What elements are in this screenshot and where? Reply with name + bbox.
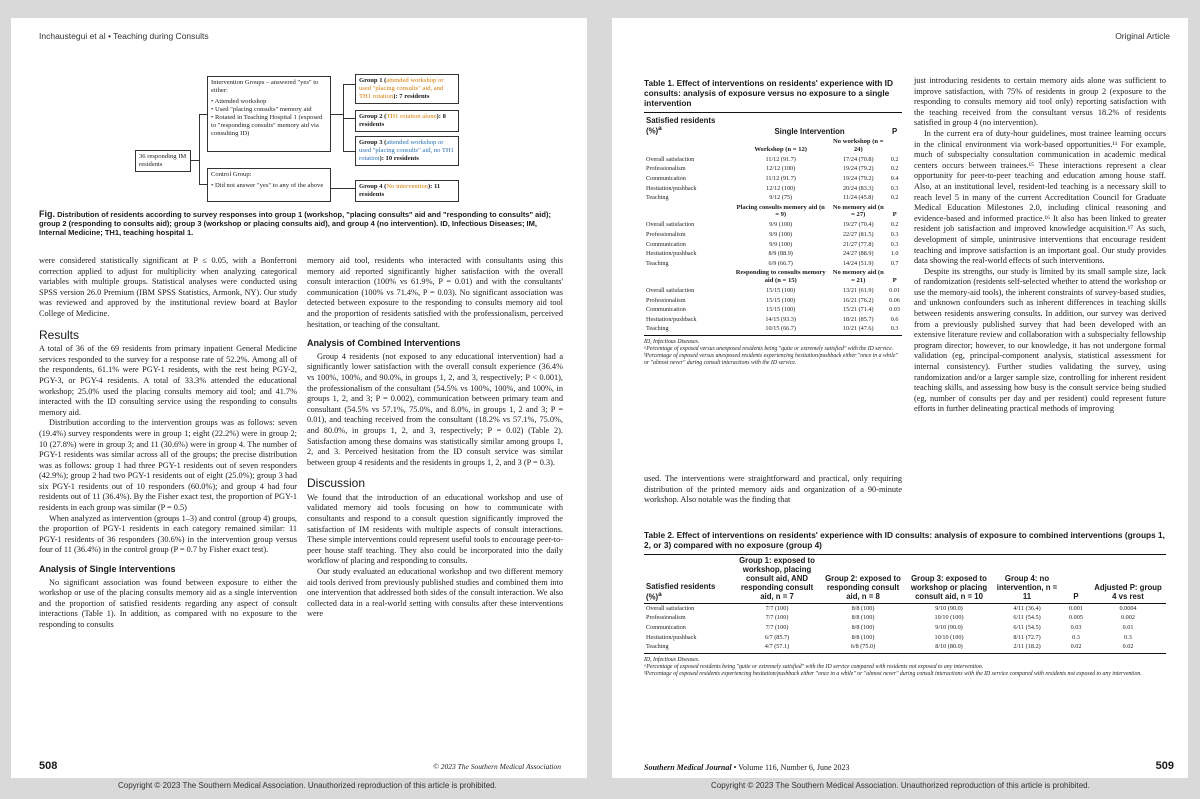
table-cell: 16/21 (76.2) [842, 296, 874, 304]
table-cell: 15/15 (100) [766, 286, 796, 294]
table-2-note-a: ᵃPercentage of exposed residents being "quite or extremely satisfied" with the ID service compared with residents not exposed to any intervention. [644, 663, 984, 670]
left-column-1 [39, 256, 297, 631]
start-box [135, 150, 191, 172]
figure-caption-text: Distribution of residents according to survey responses into group 1 (workshop, "placing consults" aid and "responding to consults" aid); group 2 (responding to consults aid); group 3 (workshop or placing consults aid), and group 4 (no intervention). ID, Infectious Diseases; IM, Internal Medicine; TH1, teaching hospital 1. [39, 210, 551, 237]
row-label: Overall satisfaction [646, 155, 695, 163]
table-cell: 9/9 (100) [769, 221, 793, 229]
table-2-title: Table 2. Effect of interventions on residents' experience with ID consults: analysis of exposure to combined interventions (groups 1, 2, or 3) compared with no exposure (group 4) [644, 530, 1165, 550]
row-label: Hesitation/pushback [646, 633, 697, 641]
table-cell: 19/27 (70.4) [842, 221, 874, 229]
table-cell: 14/24 (51.9) [842, 259, 874, 267]
table-1-group-head: Single Intervention [774, 126, 845, 136]
page-number-right: 509 [1155, 760, 1174, 772]
table-cell: 10/10 (100) [934, 614, 964, 622]
row-label: Communication [646, 240, 686, 248]
table-row [644, 154, 902, 164]
group2-box: Group 2 (TH1 rotation alone): 8 residents [355, 110, 459, 132]
table-1-subhead: No workshop (n = 24) [833, 138, 884, 153]
table-cell: 6/11 (54.5) [1013, 624, 1041, 632]
table-row [644, 295, 902, 305]
right-page [612, 18, 1188, 778]
table-2-note-abbr: ID, Infectious Diseases. [644, 656, 700, 663]
flowchart [11, 18, 587, 218]
table-cell: 12/12 (100) [766, 165, 796, 173]
table-cell: 8/8 (100) [851, 614, 875, 622]
table-cell: 15/15 (100) [766, 296, 796, 304]
connector [331, 114, 343, 115]
table-row [644, 183, 902, 193]
table-cell: 0.3 [1072, 633, 1080, 641]
running-head-right: Original Article [1115, 31, 1170, 41]
table-cell: 15/15 (100) [766, 306, 796, 314]
table-cell: 0.002 [1121, 614, 1135, 622]
table-cell: 0.3 [890, 230, 899, 238]
table-1-subhead-p: P [892, 211, 897, 219]
connector [199, 114, 207, 115]
row-label: Teaching [646, 194, 669, 202]
table-1-subhead: Workshop (n = 12) [754, 145, 808, 153]
table-2-note-b: ᵇPercentage of exposed residents experiencing hesitation/pushback either "once in a while" or "almost never" during consult interactions with the ID service compared with residents not exposed to any intervention. [644, 670, 1142, 677]
table-2-header: Adjusted P: group 4 vs rest [1094, 583, 1162, 602]
table-row [644, 642, 1166, 652]
table-cell: 8/8 (100) [851, 604, 875, 612]
row-label: Professionalism [646, 614, 686, 622]
paragraph: A total of 36 of the 69 residents from primary inpatient General Medicine services responded to the survey for a response rate of 52.2%. Among all of the respondents, 61.1% were PGY-1 residents, with the rest being PGY-2, PGY-3, or PGY-4 residents. A total of 33.3% attended the educational workshop; 25.0% used the placing consults memory aid tool; and 41.7% interacted with the ID consulting service using the responding to consults memory aid. [39, 344, 297, 417]
table-cell: 0.2 [890, 155, 899, 163]
row-label: Overall satisfaction [646, 286, 695, 294]
table-cell: 6/11 (54.5) [1013, 614, 1041, 622]
table-cell: 8/8 (100) [851, 624, 875, 632]
table-cell: 19/24 (79.2) [842, 165, 874, 173]
connector [331, 188, 355, 189]
table-cell: 8/9 (88.9) [768, 250, 793, 258]
table-cell: 21/27 (77.8) [842, 240, 874, 248]
connector [343, 118, 355, 119]
paragraph: were considered statistically significant at P ≤ 0.05, with a Bonferroni correction applied to adjust for multiplicity when analyzing categorical variables with multiple groups. Statistical analyses were conducted using SPSS version 26.0 Premium (IBM SPSS Statistics, Armonk, NY). Our study was reviewed and approved by the institutional review board at Baylor College of Medicine. [39, 256, 297, 318]
table-cell: 19/24 (79.2) [842, 174, 874, 182]
table-1 [644, 78, 902, 367]
table-cell: 11/12 (91.7) [765, 174, 796, 182]
row-label: Professionalism [646, 230, 686, 238]
start-box-text: 36 responding IM residents [139, 153, 187, 168]
paragraph: just introducing residents to certain memory aids alone was sufficient to improve satisfaction, with 75% of residents in group 2 (exposure to the responding to consults memory aid tool only) reporting satisfaction with the teaching received from the consultant versus 18.2% of residents satisfied in group 4 (no intervention). [914, 76, 1166, 128]
table-cell: 17/24 (70.8) [842, 155, 874, 163]
table-cell: 11/24 (45.8) [843, 194, 874, 202]
table-1-subhead: No memory aid (n = 27) [832, 203, 884, 219]
table-cell: 0.3 [1124, 633, 1132, 641]
row-label: Hesitation/pushback [646, 250, 697, 258]
row-label: Teaching [646, 325, 669, 333]
table-cell: 0.3 [890, 240, 899, 248]
table-cell: 0.3 [890, 325, 899, 333]
table-cell: 10/15 (66.7) [765, 325, 796, 333]
table-1-subhead-p [887, 137, 902, 155]
connector [191, 160, 199, 161]
paragraph: used. The interventions were straightforward and practical, only requiring distribution of the printed memory aids and organization of a 90-minute workshop. Also notable was the finding that [644, 474, 902, 505]
row-label: Communication [646, 174, 686, 182]
table-cell: 8/10 (80.0) [935, 643, 963, 651]
table-cell: 9/12 (75) [769, 194, 793, 202]
table-2-rowhead: Satisfied residents (%) [646, 581, 716, 602]
table-1-subheader-row [644, 268, 902, 286]
table-cell: 1.0 [890, 250, 899, 258]
footer-journal: Southern Medical Journal [644, 763, 732, 772]
table-cell: 0.0004 [1119, 604, 1137, 612]
table-row [644, 258, 902, 268]
left-page [11, 18, 587, 778]
table-1-subhead: Placing consults memory aid (n = 9) [736, 203, 825, 219]
table-cell: 4/11 (36.4) [1013, 604, 1041, 612]
table-cell: 8/8 (100) [851, 633, 875, 641]
row-label: Overall satisfaction [646, 221, 695, 229]
row-label: Professionalism [646, 296, 686, 304]
paragraph: Our study evaluated an educational workshop and two different memory aid tools derived from previously published studies and combined them into one intervention that addressed both sides of the consult interaction. We also collected data in a real-world setting with consults after these interventions were [307, 567, 563, 619]
footer-issue: • Volume 116, Number 6, June 2023 [733, 763, 850, 772]
table-cell: 0.001 [1069, 604, 1083, 612]
table-cell: 0.03 [889, 306, 900, 314]
control-box [207, 168, 331, 202]
table-cell: 0.06 [889, 296, 900, 304]
control-title: Control Group: [211, 171, 252, 178]
table-row [644, 164, 902, 174]
table-cell: 4/7 (57.1) [764, 643, 790, 651]
row-label: Professionalism [646, 165, 686, 173]
table-1-grid: Satisfied residents (%)$^a$ Single Intervention P Workshop (n = 12) No workshop (n = 24) Overall satisfaction 11/12 (91.7) 17/24 (70.8) 0.2 Professionalism 12/12 (100) 19/24 (79.2) 0.2 Communication 11/12 (91.7) 19/24 (79.2) 0.4 Hesitation/pushback 12/12 (100) 20/24 (83.3) 0.3 Teaching 9/12 (75) 11/24 (45.8) 0.2 Placing consults memory aid (n = 9) No memory aid (n = 27) P Overall satisfaction 9/9 (100) 19/27 (70.4) 0.2 Professionalism 9/9 (100) 22/27 (81.5) 0.3 Communication 9/9 (100) 21/27 (77.8) 0.3 Hesitation/pushback 8/9 (88.9) 24/27 (88.9) 1.0 Teaching 6/9 (66.7) 14/24 (51.9) 0.7 Responding to consults memory aid (n = 15) No memory aid (n = 21) P Overall satisfaction 15/15 (100) 13/21 (61.9) 0.01 Professionalism 15/15 (100) 16/21 (76.2) 0.06 Communication 15/15 (100) 15/21 (71.4) 0.03 Hesitation/pushback 14/15 (93.3) 18/21 (85.7) 0.6 Teaching 10/15 (66.7) 10/21 (47.6) 0.3 [644, 112, 902, 334]
footer-right [644, 763, 850, 772]
figure-label: Fig. [39, 209, 55, 219]
running-head-left: Inchaustegui et al • Teaching during Consults [39, 31, 209, 41]
table-cell: 2/11 (18.2) [1013, 643, 1041, 651]
right-column-1-bottom [644, 474, 902, 506]
control-item: • Did not answer "yes" to any of the above [211, 182, 324, 189]
group4-box: Group 4 (No intervention): 11 residents [355, 180, 459, 202]
paragraph: Distribution according to the intervention groups was as follows: seven (19.4%) survey respondents were in group 1; eight (22.2%) were in group 2; 10 (27.8%) were in group 3; and 11 (30.6%) were in group 4. The number of PGY-1 residents was similar across all of the groups; the precise distribution was as follows: group 1 had three PGY-1 residents out of seven responders (42.9%); group 2 had two PGY-1 residents out of eight (25.0%); group 3 had six PGY-1 residents out of 10 responders (60.0%); and group 4 had four residents out of 11 (36.4%). By the Fisher exact test, the proportion of PGY-1 residents in each group was similar (P = 0.5) [39, 418, 297, 513]
row-label: Hesitation/pushback [646, 184, 697, 192]
table-row [644, 613, 1166, 623]
connector [343, 84, 355, 85]
table-cell: 0.6 [890, 315, 899, 323]
table-cell: 7/7 (100) [765, 604, 789, 612]
table-cell: 0.2 [890, 194, 899, 202]
table-cell: 9/9 (100) [769, 230, 793, 238]
connector [199, 184, 207, 185]
table-cell: 0.2 [890, 221, 899, 229]
table-row [644, 230, 902, 240]
connector [343, 151, 355, 152]
row-label: Overall satisfaction [646, 604, 695, 612]
table-cell: 9/9 (100) [769, 240, 793, 248]
paragraph: In the current era of duty-hour guidelines, most trainee learning occurs in the clinical environment via work-based opportunities.¹¹ For example, much of subspecialty consultation communication in academic medical centers occurs between trainees.¹⁵ These interactions represent a clear opportunity for peer-to-peer teaching and education among house staff. Also, at an institutional level, resident-led teaching is a necessary skill to reach level 5 in many of the current Accreditation Council for Graduate Medical Education Milestones 2.0, including clinical reasoning and evidence-based and informed practice.¹⁶ It also has been linked to greater resident job satisfaction and improved knowledge acquisition.¹⁷ As such, development of simple, unintrusive interventions that encourage resident teaching and improve satisfaction is an important goal. Our study provides data showing the real-world effects of such interventions. [914, 128, 1166, 266]
paragraph: No significant association was found between exposure to either the workshop or use of the placing consults memory aid as a single intervention and the proportion of satisfied residents regarding any aspect of consult interactions (Table 1). In addition, as compared with no exposure to the responding to consults [39, 577, 297, 629]
table-cell: 10/21 (47.6) [842, 325, 874, 333]
table-row [644, 286, 902, 296]
combined-interventions-heading: Analysis of Combined Interventions [307, 338, 461, 349]
left-column-2 [307, 256, 563, 620]
paragraph: We found that the introduction of an educational workshop and use of validated memory aid tools focusing on how to communicate with consultants and respond to a consult question significantly improved the satisfaction of IM residents with multiple aspects of consult interactions. These simple interventions could represent useful tools to encourage peer-to-peer house staff teaching. They also could be incorporated into the daily workflow of placing and responding to consults. [307, 492, 563, 566]
copyright-right: Copyright © 2023 The Southern Medical Association. Unauthorized reproduction of this article is prohibited. [711, 781, 1090, 790]
table-2-header: Group 4: no intervention, n = 11 [996, 574, 1058, 602]
row-label: Teaching [646, 643, 669, 651]
table-1-p-head: P [891, 126, 898, 136]
single-interventions-heading: Analysis of Single Interventions [39, 564, 176, 575]
paragraph: memory aid tool, residents who interacted with consultants using this memory aid reported significantly higher satisfaction with the overall consult interaction (100% vs 61.9%, P = 0.01) and with the consultants' communication (100% vs 71.4%, P = 0.03). No significant association was detected between exposure to the responding to consults memory aid tool and the proportion of residents satisfied with the professionalism, perceived hesitation, or teaching of the consultant. [307, 256, 563, 329]
table-cell: 0.03 [1070, 624, 1082, 632]
table-cell: 24/27 (88.9) [842, 250, 874, 258]
table-1-subheader-row [644, 137, 902, 155]
table-cell: 9/10 (90.0) [935, 624, 963, 632]
table-cell: 0.2 [890, 165, 899, 173]
right-column-2 [914, 76, 1166, 415]
paragraph: When analyzed as intervention (groups 1–3) and control (group 4) groups, the proportion of PGY-1 residents in each category remained similar: 11 PGY-1 residents of 36 responders (30.6%) in the intervention group versus four of 11 (36.4%) in the control group (P = 0.7 by Fisher exact test). [39, 513, 297, 555]
table-1-rowhead: Satisfied residents (%) [646, 116, 716, 136]
table-row [644, 314, 902, 324]
row-label: Hesitation/pushback [646, 315, 697, 323]
discussion-heading: Discussion [307, 476, 366, 491]
table-cell: 7/7 (100) [765, 624, 789, 632]
table-cell: 6/8 (75.0) [850, 643, 876, 651]
table-2-header: Group 2: exposed to responding consult aid, n = 8 [825, 574, 901, 602]
table-row [644, 174, 902, 184]
table-cell: 0.02 [1122, 643, 1134, 651]
table-cell: 0.3 [890, 184, 899, 192]
table-2-grid: Satisfied residents (%)$^a$ Group 1: exposed to workshop, placing consult aid, AND responding consult aid, n = 7 Group 2: exposed to responding consult aid, n = 8 Group 3: exposed to workshop or placing consult aid, n = 10 Group 4: no intervention, n = 11 P Adjusted P: group 4 vs rest Overall satisfaction 7/7 (100) 8/8 (100) 9/10 (90.0) 4/11 (36.4) 0.001 0.0004 Professionalism 7/7 (100) 8/8 (100) 10/10 (100) 6/11 (54.5) 0.005 0.002 Communication 7/7 (100) 8/8 (100) 9/10 (90.0) 6/11 (54.5) 0.03 0.01 Hesitation/pushback 6/7 (85.7) 8/8 (100) 10/10 (100) 8/11 (72.7) 0.3 0.3 Teaching 4/7 (57.1) 6/8 (75.0) 8/10 (80.0) 2/11 (18.2) 0.02 0.02 [644, 554, 1166, 652]
table-1-subhead: Responding to consults memory aid (n = 15) [735, 269, 826, 284]
group3-box: Group 3 (attended workshop or used "placing consults" aid, no TH1 rotation): 10 residents [355, 136, 459, 166]
page-number-left: 508 [39, 760, 58, 772]
table-cell: 0.02 [1070, 643, 1082, 651]
table-1-note-b: ᵇPercentage of exposed versus unexposed residents experiencing hesitation/pushback either "once in a while" or "almost never" during consult interactions with the ID service. [644, 352, 898, 366]
table-1-subheader-row [644, 202, 902, 220]
table-row [644, 239, 902, 249]
table-cell: 13/21 (61.9) [842, 286, 874, 294]
footer-left: © 2023 The Southern Medical Association [433, 762, 561, 771]
table-cell: 0.01 [1122, 624, 1134, 632]
table-cell: 11/12 (91.7) [765, 155, 796, 163]
table-cell: 6/7 (85.7) [764, 633, 790, 641]
table-cell: 0.005 [1069, 614, 1083, 622]
table-row [644, 220, 902, 230]
table-2 [644, 530, 1166, 678]
table-cell: 20/24 (83.3) [842, 184, 874, 192]
table-cell: 10/10 (100) [934, 633, 964, 641]
table-cell: 7/7 (100) [765, 614, 789, 622]
table-1-subhead: No memory aid (n = 21) [832, 269, 884, 284]
intervention-item: • Used "placing consults" memory aid [211, 106, 312, 113]
intervention-title: Intervention Groups – answered "yes" to either: [211, 79, 319, 94]
table-cell: 0.01 [889, 286, 900, 294]
table-row [644, 603, 1166, 613]
table-2-header: Group 3: exposed to workshop or placing consult aid, n = 10 [910, 574, 988, 602]
table-row [644, 305, 902, 315]
table-row [644, 249, 902, 259]
table-2-header: P [1073, 592, 1079, 602]
table-2-header: Group 1: exposed to workshop, placing consult aid, AND responding consult aid, n = 7 [739, 556, 815, 602]
intervention-item: • Attended workshop [211, 98, 267, 105]
paragraph: Despite its strengths, our study is limited by its small sample size, lack of randomization (residents self-selected whether to attend the workshop or use the memory-aid tools), the inherent constraints of survey-based studies, and unknown confounders such as inherent differences in teaching skills between residents answering consults. In addition, our survey was derived from a previously published survey that had been developed with an extensive literature review and collaboration with a subspecialty fellowship program director; however, to our knowledge, it has not undergone formal validation (eg, principal-component analysis, statistical assessment for internal consistency). Further studies validating the survey, using randomization and/or a larger sample size, controlling for inherent resident teaching skills, and assessing how busy is the consult service being studied (eg, number of consults per day and per resident) could represent future efforts in further delineating practical methods of improving [914, 266, 1166, 414]
table-1-note-a: ᵃPercentage of exposed versus unexposed residents being "quite or extremely satisfied" with the ID service. [644, 345, 894, 352]
intervention-item: • Rotated in Teaching Hospital 1 (exposed to "responding consults" memory aid via consulting ID) [211, 114, 323, 137]
copyright-left: Copyright © 2023 The Southern Medical Association. Unauthorized reproduction of this article is prohibited. [118, 781, 497, 790]
connector [199, 114, 200, 184]
row-label: Communication [646, 624, 686, 632]
table-row [644, 632, 1166, 642]
table-cell: 0.7 [890, 259, 899, 267]
table-row [644, 324, 902, 334]
table-cell: 12/12 (100) [766, 184, 796, 192]
results-heading: Results [39, 327, 80, 342]
table-1-subhead-p: P [892, 276, 897, 284]
figure-caption [39, 210, 563, 237]
intervention-box [207, 76, 331, 152]
table-row [644, 193, 902, 203]
table-cell: 0.4 [890, 174, 899, 182]
row-label: Teaching [646, 259, 669, 267]
row-label: Communication [646, 306, 686, 314]
table-cell: 9/10 (90.0) [935, 604, 963, 612]
table-cell: 14/15 (93.3) [765, 315, 796, 323]
table-cell: 22/27 (81.5) [842, 230, 874, 238]
table-cell: 18/21 (85.7) [842, 315, 874, 323]
group1-box: Group 1 (attended workshop or used "placing consults" aid, and TH1 rotation): 7 residents [355, 74, 459, 104]
table-cell: 6/9 (66.7) [768, 259, 793, 267]
table-1-title: Table 1. Effect of interventions on residents' experience with ID consults: analysis of exposure versus no exposure to a single intervention [644, 78, 893, 108]
table-cell: 15/21 (71.4) [842, 306, 874, 314]
paragraph: Group 4 residents (not exposed to any educational intervention) had a significantly lower satisfaction with the overall consult experience (36.4% vs 100%, 100%, and 90.0%, in groups 1, 2, and 3, respectively; P < 0.001), the professionalism of the consultant (54.5% vs 100%, 100%, and 100%, in groups 1, 2, and 3; P = 0.002), communication between primary team and consultant (54.5% vs 57.1%, 75.0%, and 8.0%, in groups 1, 2 and 3; P = 0.01), and teaching received from the consultant (18.2% vs 57.1%, 75.0%, and 80.0%, in groups 1, 2, and 3, respectively; P = 0.02) (Table 2). Satisfaction among these domains was statistically similar among groups 1, 2, and 3. Perceived hesitation from the ID consult service was similar between group 4 residents and the residents in groups 1, 2, and 3 (P = 0.3). [307, 351, 563, 467]
table-cell: 8/11 (72.7) [1013, 633, 1041, 641]
table-1-note-abbr: ID, Infectious Diseases. [644, 338, 700, 345]
table-row [644, 623, 1166, 633]
